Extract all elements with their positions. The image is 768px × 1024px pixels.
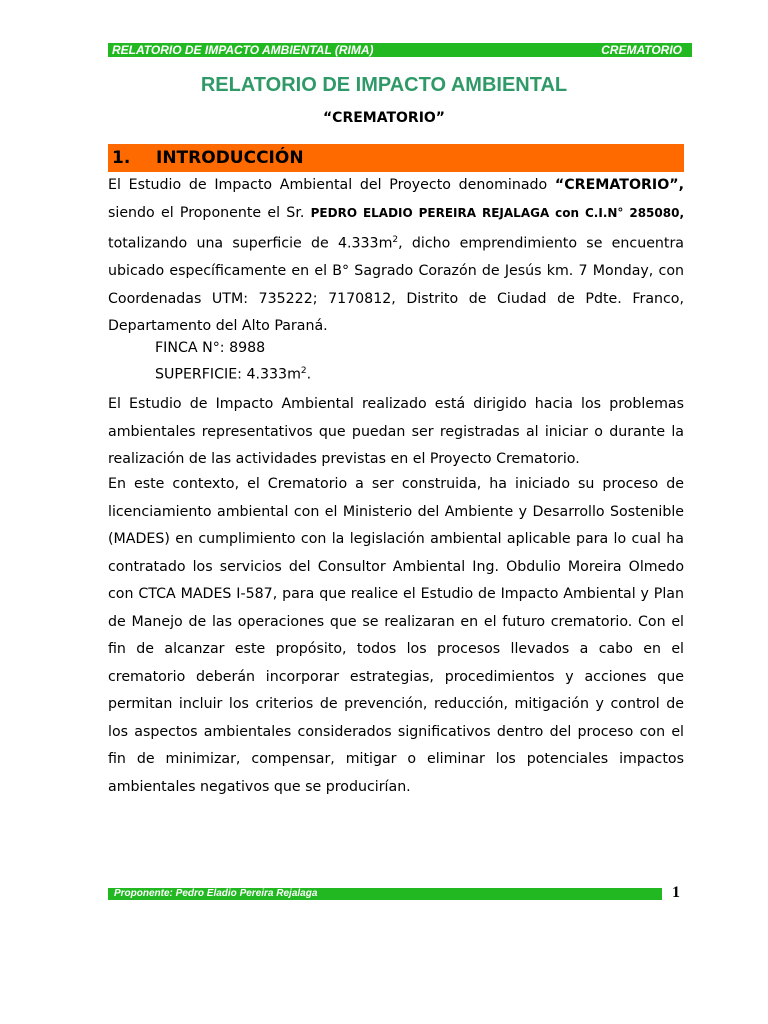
section-number: 1. [112,148,131,168]
section-title: INTRODUCCIÓN [156,148,304,168]
section-heading [108,144,684,172]
superficie-end: . [306,366,312,383]
p1-text-c: siendo el Proponente el Sr. [108,204,311,221]
superficie-line [155,366,311,383]
p1-project-name: “CREMATORIO”, [554,177,684,193]
footer-proponent: Proponente: Pedro Eladio Pereira Rejalaga [114,888,318,899]
finca-line: FINCA N°: 8988 [155,340,266,356]
p1-text-a: El Estudio de Impacto Ambiental del Proyecto denominado [108,177,555,193]
p1-superscript: 2 [392,235,399,245]
p1-proponent-name: PEDRO ELADIO PEREIRA REJALAGA con C.I.N° 285080, [310,205,685,220]
document-subtitle: “CREMATORIO” [322,110,446,126]
page-header-bar [108,43,692,57]
superficie-superscript: 2 [300,366,307,376]
page-footer-bar [108,888,662,900]
p1-text-f: , dicho emprendimiento se encuentra ubicado específicamente en el B° Sagrado Corazón de Jesús km. 7 Monday, con Coordenadas UTM: 735222; 7170812, Distrito de Ciudad de Pdte. Franco, Departamento del Alto Paraná. [108,235,684,335]
p1-text-e: totalizando una superficie de 4.333m [108,235,393,252]
p3-text: En este contexto, el Crematorio a ser construida, ha iniciado su proceso de licenciamiento ambiental con el Ministerio del Ambiente y Desarrollo Sostenible (MADES) en cumplimiento con la legislación ambiental aplicable para lo cual ha contratado los servicios del Consultor Ambiental Ing. Obdulio Moreira Olmedo con CTCA MADES I-587, para que realice el Estudio de Impacto Ambiental y Plan de Manejo de las operaciones que se realizaran en el futuro crematorio. Con el fin de alcanzar este propósito, todos los procesos llevados a cabo en el crematorio deberán incorporar estrategias, procedimientos y acciones que permitan incluir los criterios de prevención, reducción, mitigación y control de los aspectos ambientales considerados significativos dentro del proceso con el fin de minimizar, compensar, mitigar o eliminar los potenciales impactos ambientales negativos que se producirían. [108,476,684,795]
header-document-title: RELATORIO DE IMPACTO AMBIENTAL (RIMA) [112,43,374,57]
header-project-name: CREMATORIO [601,43,682,57]
intro-paragraph [108,172,684,341]
superficie-text: SUPERFICIE: 4.333m [155,366,301,383]
context-paragraph [108,471,684,801]
page-number: 1 [672,884,680,901]
document-title: RELATORIO DE IMPACTO AMBIENTAL [200,74,568,96]
p2-text: El Estudio de Impacto Ambiental realizado está dirigido hacia los problemas ambientales representativos que puedan ser registradas al iniciar o durante la realización de las actividades previstas en el Proyecto Crematorio. [108,396,684,467]
study-paragraph [108,391,684,474]
